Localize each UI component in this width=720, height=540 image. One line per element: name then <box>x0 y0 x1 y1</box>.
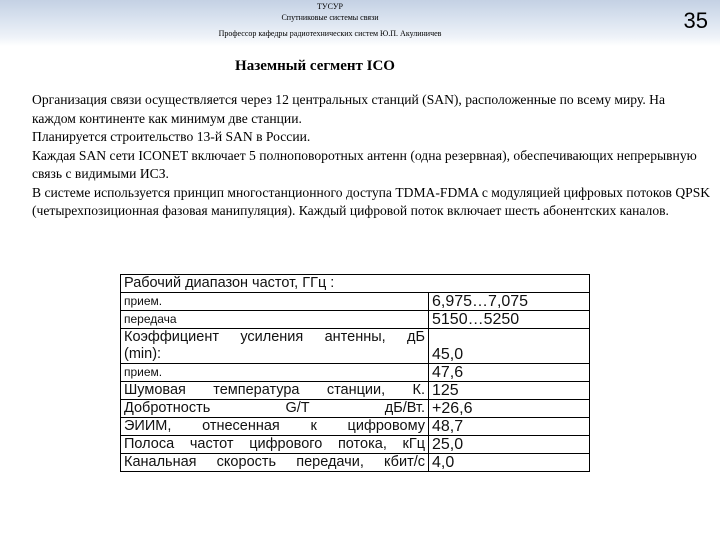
table-row <box>121 364 590 382</box>
paragraph: Организация связи осуществляется через 12 центральных станций (SAN), расположенные по всему миру. На каждом континенте как минимум две станции. <box>32 92 665 126</box>
table-row <box>121 329 590 364</box>
table-cell <box>121 329 429 364</box>
table-row <box>121 400 590 418</box>
table-cell: Рабочий диапазон частот, ГГц : <box>121 275 590 293</box>
paragraph: Каждая SAN сети ICONET включает 5 полноповоротных антенн (одна резервная), обеспечивающих непрерывную связь с видимыми ИСЗ. <box>32 147 697 181</box>
header-author: Профессор кафедры радиотехнических систем Ю.П. Акулиничев <box>218 29 442 38</box>
slide-body <box>6 91 711 221</box>
table-row <box>121 293 590 311</box>
table-cell-line: Коэффициент усиления антенны, дБ <box>124 329 425 345</box>
table-cell: 25,0 <box>429 436 590 454</box>
paragraph: Планируется строительство 13-й SAN в России. <box>32 129 311 144</box>
table-cell: 5150…5250 <box>429 311 590 329</box>
table-row <box>121 275 590 293</box>
table-cell <box>121 400 429 418</box>
table-cell-part: Добротность <box>124 400 211 416</box>
slide-number: 35 <box>683 8 708 33</box>
table-cell: Полоса частот цифрового потока, кГц <box>121 436 429 454</box>
table-row <box>121 418 590 436</box>
table-cell: +26,6 <box>429 400 590 418</box>
table-cell: 4,0 <box>429 454 590 472</box>
table-cell: 48,7 <box>429 418 590 436</box>
table-cell: ЭИИМ, отнесенная к цифровому <box>121 418 429 436</box>
parameters-table <box>120 274 590 472</box>
table-row <box>121 454 590 472</box>
table-cell: 6,975…7,075 <box>429 293 590 311</box>
table-cell-line: (min): <box>124 346 162 362</box>
table-row <box>121 436 590 454</box>
table-cell: Канальная скорость передачи, кбит/с <box>121 454 429 472</box>
header-org: ТУСУР <box>317 2 343 11</box>
slide-title: Наземный сегмент ICO <box>235 58 395 74</box>
table-cell: прием. <box>121 364 429 382</box>
table-cell: Шумовая температура станции, К. <box>121 382 429 400</box>
table-cell: 45,0 <box>429 329 590 364</box>
table-row <box>121 382 590 400</box>
paragraph: В системе используется принцип многостанционного доступа TDMA-FDMA с модуляцией цифровых потоков QPSK (четырехпозиционная фазовая манипуляция). Каждый цифровой поток включает шесть абонентских каналов. <box>32 184 711 218</box>
table-cell: передача <box>121 311 429 329</box>
table-cell: прием. <box>121 293 429 311</box>
table-cell-part: G/T <box>285 400 310 416</box>
header-course: Спутниковые системы связи <box>281 13 379 22</box>
table-row <box>121 311 590 329</box>
slide-header <box>0 0 720 46</box>
table-cell: 47,6 <box>429 364 590 382</box>
table-cell-part: дБ/Вт. <box>384 400 425 416</box>
table-cell: 125 <box>429 382 590 400</box>
